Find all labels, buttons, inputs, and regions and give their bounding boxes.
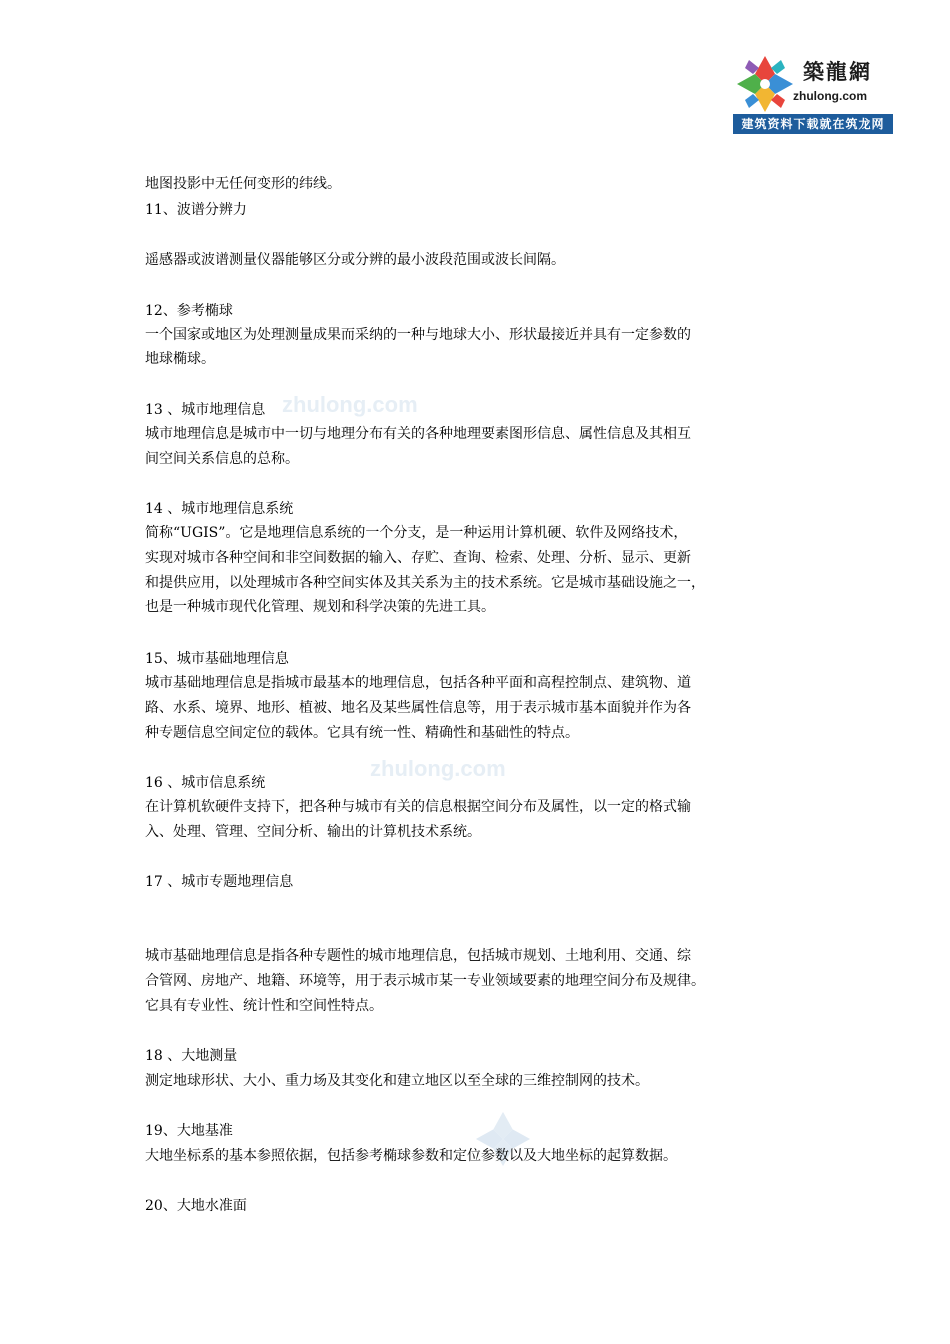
text-line: 实现对城市各种空间和非空间数据的输入、存贮、查询、检索、处理、分析、显示、更新 bbox=[145, 550, 691, 566]
watermark-text: zhulong.com bbox=[370, 756, 506, 781]
text-line: 简称“UGIS”。它是地理信息系统的一个分支，是一种运用计算机硬、软件及网络技术， bbox=[145, 525, 688, 541]
logo-top bbox=[733, 52, 893, 112]
section-heading: 14 、城市地理信息系统 bbox=[145, 501, 294, 517]
logo-cn-text: 築龍網 bbox=[803, 60, 872, 84]
text-line: 间空间关系信息的总称。 bbox=[145, 451, 299, 467]
text-line: 城市地理信息是城市中一切与地理分布有关的各种地理要素图形信息、属性信息及其相互 bbox=[145, 426, 691, 442]
text-line: 遥感器或波谱测量仪器能够区分或分辨的最小波段范围或波长间隔。 bbox=[145, 252, 565, 268]
section-heading: 20、大地水准面 bbox=[145, 1198, 247, 1214]
section-heading: 15、城市基础地理信息 bbox=[145, 651, 289, 667]
section-heading: 16 、城市信息系统 bbox=[145, 775, 266, 791]
text-line: 它具有专业性、统计性和空间性特点。 bbox=[145, 998, 383, 1014]
text-line: 城市基础地理信息是指城市最基本的地理信息，包括各种平面和高程控制点、建筑物、道 bbox=[145, 675, 691, 691]
text-line: 在计算机软硬件支持下，把各种与城市有关的信息根据空间分布及属性，以一定的格式输 bbox=[145, 799, 691, 815]
logo-tagline: 建筑资料下载就在筑龙网 bbox=[733, 114, 893, 134]
text-line: 测定地球形状、大小、重力场及其变化和建立地区以至全球的三维控制网的技术。 bbox=[145, 1073, 649, 1089]
zhulong-logo bbox=[733, 52, 893, 134]
section-heading: 13 、城市地理信息 bbox=[145, 402, 266, 418]
text-line: 地图投影中无任何变形的纬线。 bbox=[145, 176, 341, 192]
section-heading: 17 、城市专题地理信息 bbox=[145, 874, 294, 890]
section-heading: 11、波谱分辨力 bbox=[145, 202, 247, 218]
section-heading: 12、参考椭球 bbox=[145, 303, 233, 319]
zhulong-emblem-icon bbox=[735, 54, 795, 114]
text-line: 路、水系、境界、地形、植被、地名及某些属性信息等，用于表示城市基本面貌并作为各 bbox=[145, 700, 691, 716]
text-line: 地球椭球。 bbox=[145, 351, 215, 367]
text-line: 和提供应用，以处理城市各种空间实体及其关系为主的技术系统。它是城市基础设施之一， bbox=[145, 575, 705, 591]
text-line: 入、处理、管理、空间分析、输出的计算机技术系统。 bbox=[145, 824, 481, 840]
section-heading: 18 、大地测量 bbox=[145, 1048, 238, 1064]
logo-en-text: zhulong.com bbox=[793, 89, 867, 103]
section-heading: 19、大地基准 bbox=[145, 1123, 233, 1139]
text-line: 合管网、房地产、地籍、环境等，用于表示城市某一专业领域要素的地理空间分布及规律。 bbox=[145, 973, 705, 989]
text-line: 一个国家或地区为处理测量成果而采纳的一种与地球大小、形状最接近并具有一定参数的 bbox=[145, 327, 691, 343]
text-line: 种专题信息空间定位的载体。它具有统一性、精确性和基础性的特点。 bbox=[145, 725, 579, 741]
text-line: 大地坐标系的基本参照依据，包括参考椭球参数和定位参数以及大地坐标的起算数据。 bbox=[145, 1148, 677, 1164]
text-line: 城市基础地理信息是指各种专题性的城市地理信息，包括城市规划、土地利用、交通、综 bbox=[145, 948, 691, 964]
watermark-text: zhulong.com bbox=[282, 392, 418, 417]
text-line: 也是一种城市现代化管理、规划和科学决策的先进工具。 bbox=[145, 599, 495, 615]
